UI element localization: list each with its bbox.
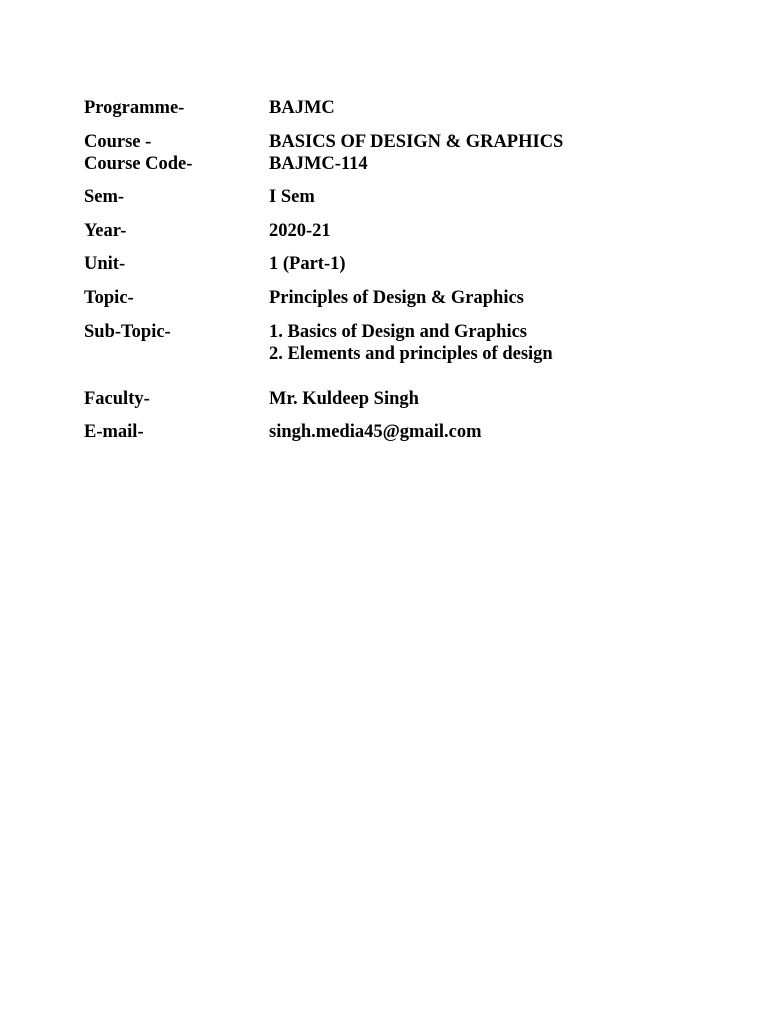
- sub-topic-item: 1. Basics of Design and Graphics: [269, 322, 528, 342]
- topic-label: Topic-: [84, 288, 134, 308]
- email-label: E-mail-: [84, 422, 144, 442]
- sem-label: Sem-: [84, 187, 125, 207]
- sub-topic-item: 2. Elements and principles of design: [269, 344, 553, 364]
- email-value: singh.media45@gmail.com: [269, 422, 482, 442]
- sub-topic-label: Sub-Topic-: [84, 322, 171, 342]
- programme-value: BAJMC: [269, 98, 335, 118]
- sem-value: I Sem: [269, 187, 315, 207]
- year-value: 2020-21: [269, 221, 331, 241]
- faculty-label: Faculty-: [84, 389, 150, 409]
- faculty-value: Mr. Kuldeep Singh: [269, 389, 419, 409]
- programme-label: Programme-: [84, 98, 185, 118]
- course-code-value: BAJMC-114: [269, 154, 368, 174]
- unit-label: Unit-: [84, 254, 126, 274]
- topic-value: Principles of Design & Graphics: [269, 288, 524, 308]
- year-label: Year-: [84, 221, 127, 241]
- course-value: BASICS OF DESIGN & GRAPHICS: [269, 132, 564, 152]
- course-code-label: Course Code-: [84, 154, 193, 174]
- course-label: Course -: [84, 132, 152, 152]
- unit-value: 1 (Part-1): [269, 254, 346, 274]
